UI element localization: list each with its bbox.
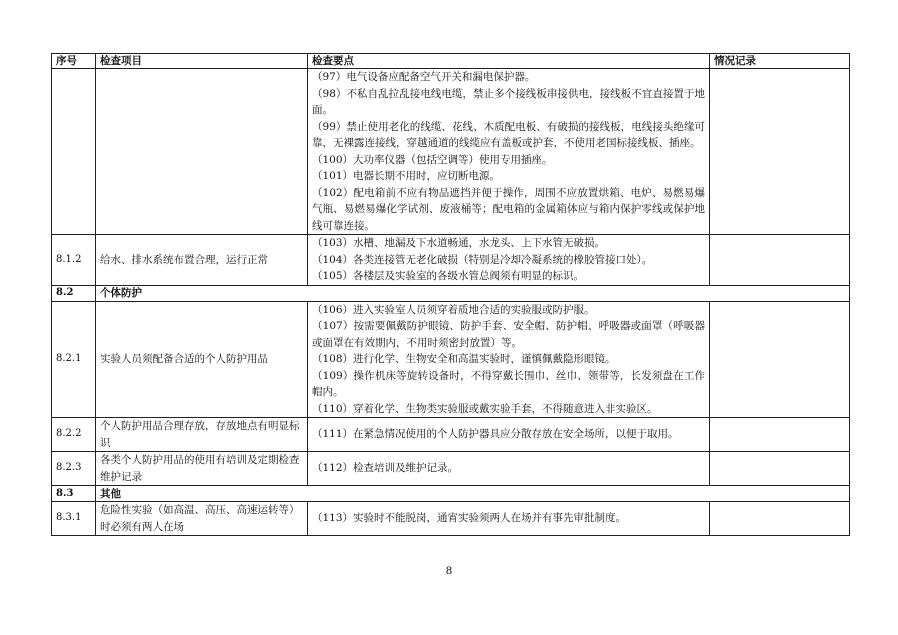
row-record-cell[interactable]: [710, 235, 850, 286]
check-point: （103）水槽、地漏及下水道畅通，水龙头、上下水管无破损。: [312, 237, 606, 249]
check-point: （100）大功率仪器（包括空调等）使用专用插座。: [312, 153, 553, 166]
page-number: 8: [445, 565, 453, 577]
check-point: （104）各类连接管无老化破损（特别是冷却冷凝系统的橡胶管接口处）。: [312, 253, 653, 266]
row-item: 给水、排水系统布置合理，运行正常: [96, 235, 308, 286]
section-number: 8.2: [52, 285, 96, 301]
row-points: [308, 301, 710, 418]
row-number: [52, 69, 96, 235]
row-record-cell[interactable]: [710, 502, 850, 536]
check-point: （106）进入实验室人员须穿着质地合适的实验服或防护服。: [312, 303, 595, 316]
row-points: [308, 418, 710, 452]
row-item: [96, 69, 308, 235]
row-record-cell[interactable]: [710, 452, 850, 486]
check-point: （110）穿着化学、生物类实验服或戴实验手套，不得随意进入非实验区。: [312, 402, 658, 415]
section-row: [52, 486, 850, 502]
row-number: 8.2.1: [52, 301, 96, 418]
row-record-cell[interactable]: [710, 418, 850, 452]
row-number: 8.1.2: [52, 235, 96, 286]
inspection-table: [51, 53, 850, 536]
check-point: （98）不私自乱拉乱接电线电缆，禁止多个接线板串接供电，接线板不宜直接置于地面。: [312, 87, 705, 116]
row-points: [308, 452, 710, 486]
check-point: （102）配电箱前不应有物品遮挡并便于操作，周围不应放置烘箱、电炉、易燃易爆气瓶、易燃易爆化学试剂、废液桶等；配电箱的金属箱体应与箱内保护零线或保护地线可靠连接。: [312, 186, 705, 232]
row-item: 实验人员须配备合适的个人防护用品: [96, 301, 308, 418]
check-point: （107）按需要佩戴防护眼镜、防护手套、安全帽、防护帽、呼吸器或面罩（呼吸器或面罩在有效期内，不用时须密封放置）等。: [312, 320, 705, 349]
row-number: 8.2.3: [52, 452, 96, 486]
row-number: 8.2.2: [52, 418, 96, 452]
header-item: 检查项目: [96, 54, 308, 69]
header-points: 检查要点: [308, 54, 710, 69]
section-title: 个体防护: [96, 285, 850, 301]
table-row: [52, 452, 850, 486]
check-point: （101）电器长期不用时，应切断电源。: [312, 170, 501, 182]
table-row: [52, 235, 850, 286]
row-record-cell[interactable]: [710, 301, 850, 418]
row-item: 个人防护用品合理存放，存放地点有明显标识: [96, 418, 308, 452]
check-point: （111）在紧急情况使用的个人防护器具应分散存放在安全场所，以便于取用。: [312, 428, 679, 441]
check-point: （112）检查培训及维护记录。: [312, 462, 459, 475]
row-item: 各类个人防护用品的使用有培训及定期检查维护记录: [96, 452, 308, 486]
table-row: [52, 69, 850, 235]
check-point: （113）实验时不能脱岗，通宵实验须两人在场并有事先审批制度。: [312, 512, 627, 525]
check-point: （105）各楼层及实验室的各级水管总阀须有明显的标识。: [312, 270, 585, 282]
header-record: 情况记录: [710, 54, 850, 69]
table-header-row: [52, 54, 850, 69]
row-item: 危险性实验（如高温、高压、高速运转等）时必须有两人在场: [96, 502, 308, 536]
row-record-cell[interactable]: [710, 69, 850, 235]
row-points: [308, 69, 710, 235]
check-point: （108）进行化学、生物安全和高温实验时，谨慎佩戴隐形眼镜。: [312, 353, 616, 365]
check-point: （97）电气设备应配备空气开关和漏电保护器。: [312, 71, 536, 83]
section-number: 8.3: [52, 486, 96, 502]
check-point: （109）操作机床等旋转设备时，不得穿戴长围巾、丝巾、领带等，长发须盘在工作帽内。: [312, 369, 705, 398]
table-row: [52, 301, 850, 418]
row-points: [308, 502, 710, 536]
row-points: [308, 235, 710, 286]
section-row: [52, 285, 850, 301]
row-number: 8.3.1: [52, 502, 96, 536]
header-seq: 序号: [52, 54, 96, 69]
section-title: 其他: [96, 486, 850, 502]
check-point: （99）禁止使用老化的线缆、花线、木质配电板、有破损的接线板，电线接头绝缘可靠，无裸露连接线，穿越通道的线缆应有盖板或护套，不使用老国标接线板、插座。: [312, 120, 705, 149]
table-row: [52, 502, 850, 536]
table-row: [52, 418, 850, 452]
